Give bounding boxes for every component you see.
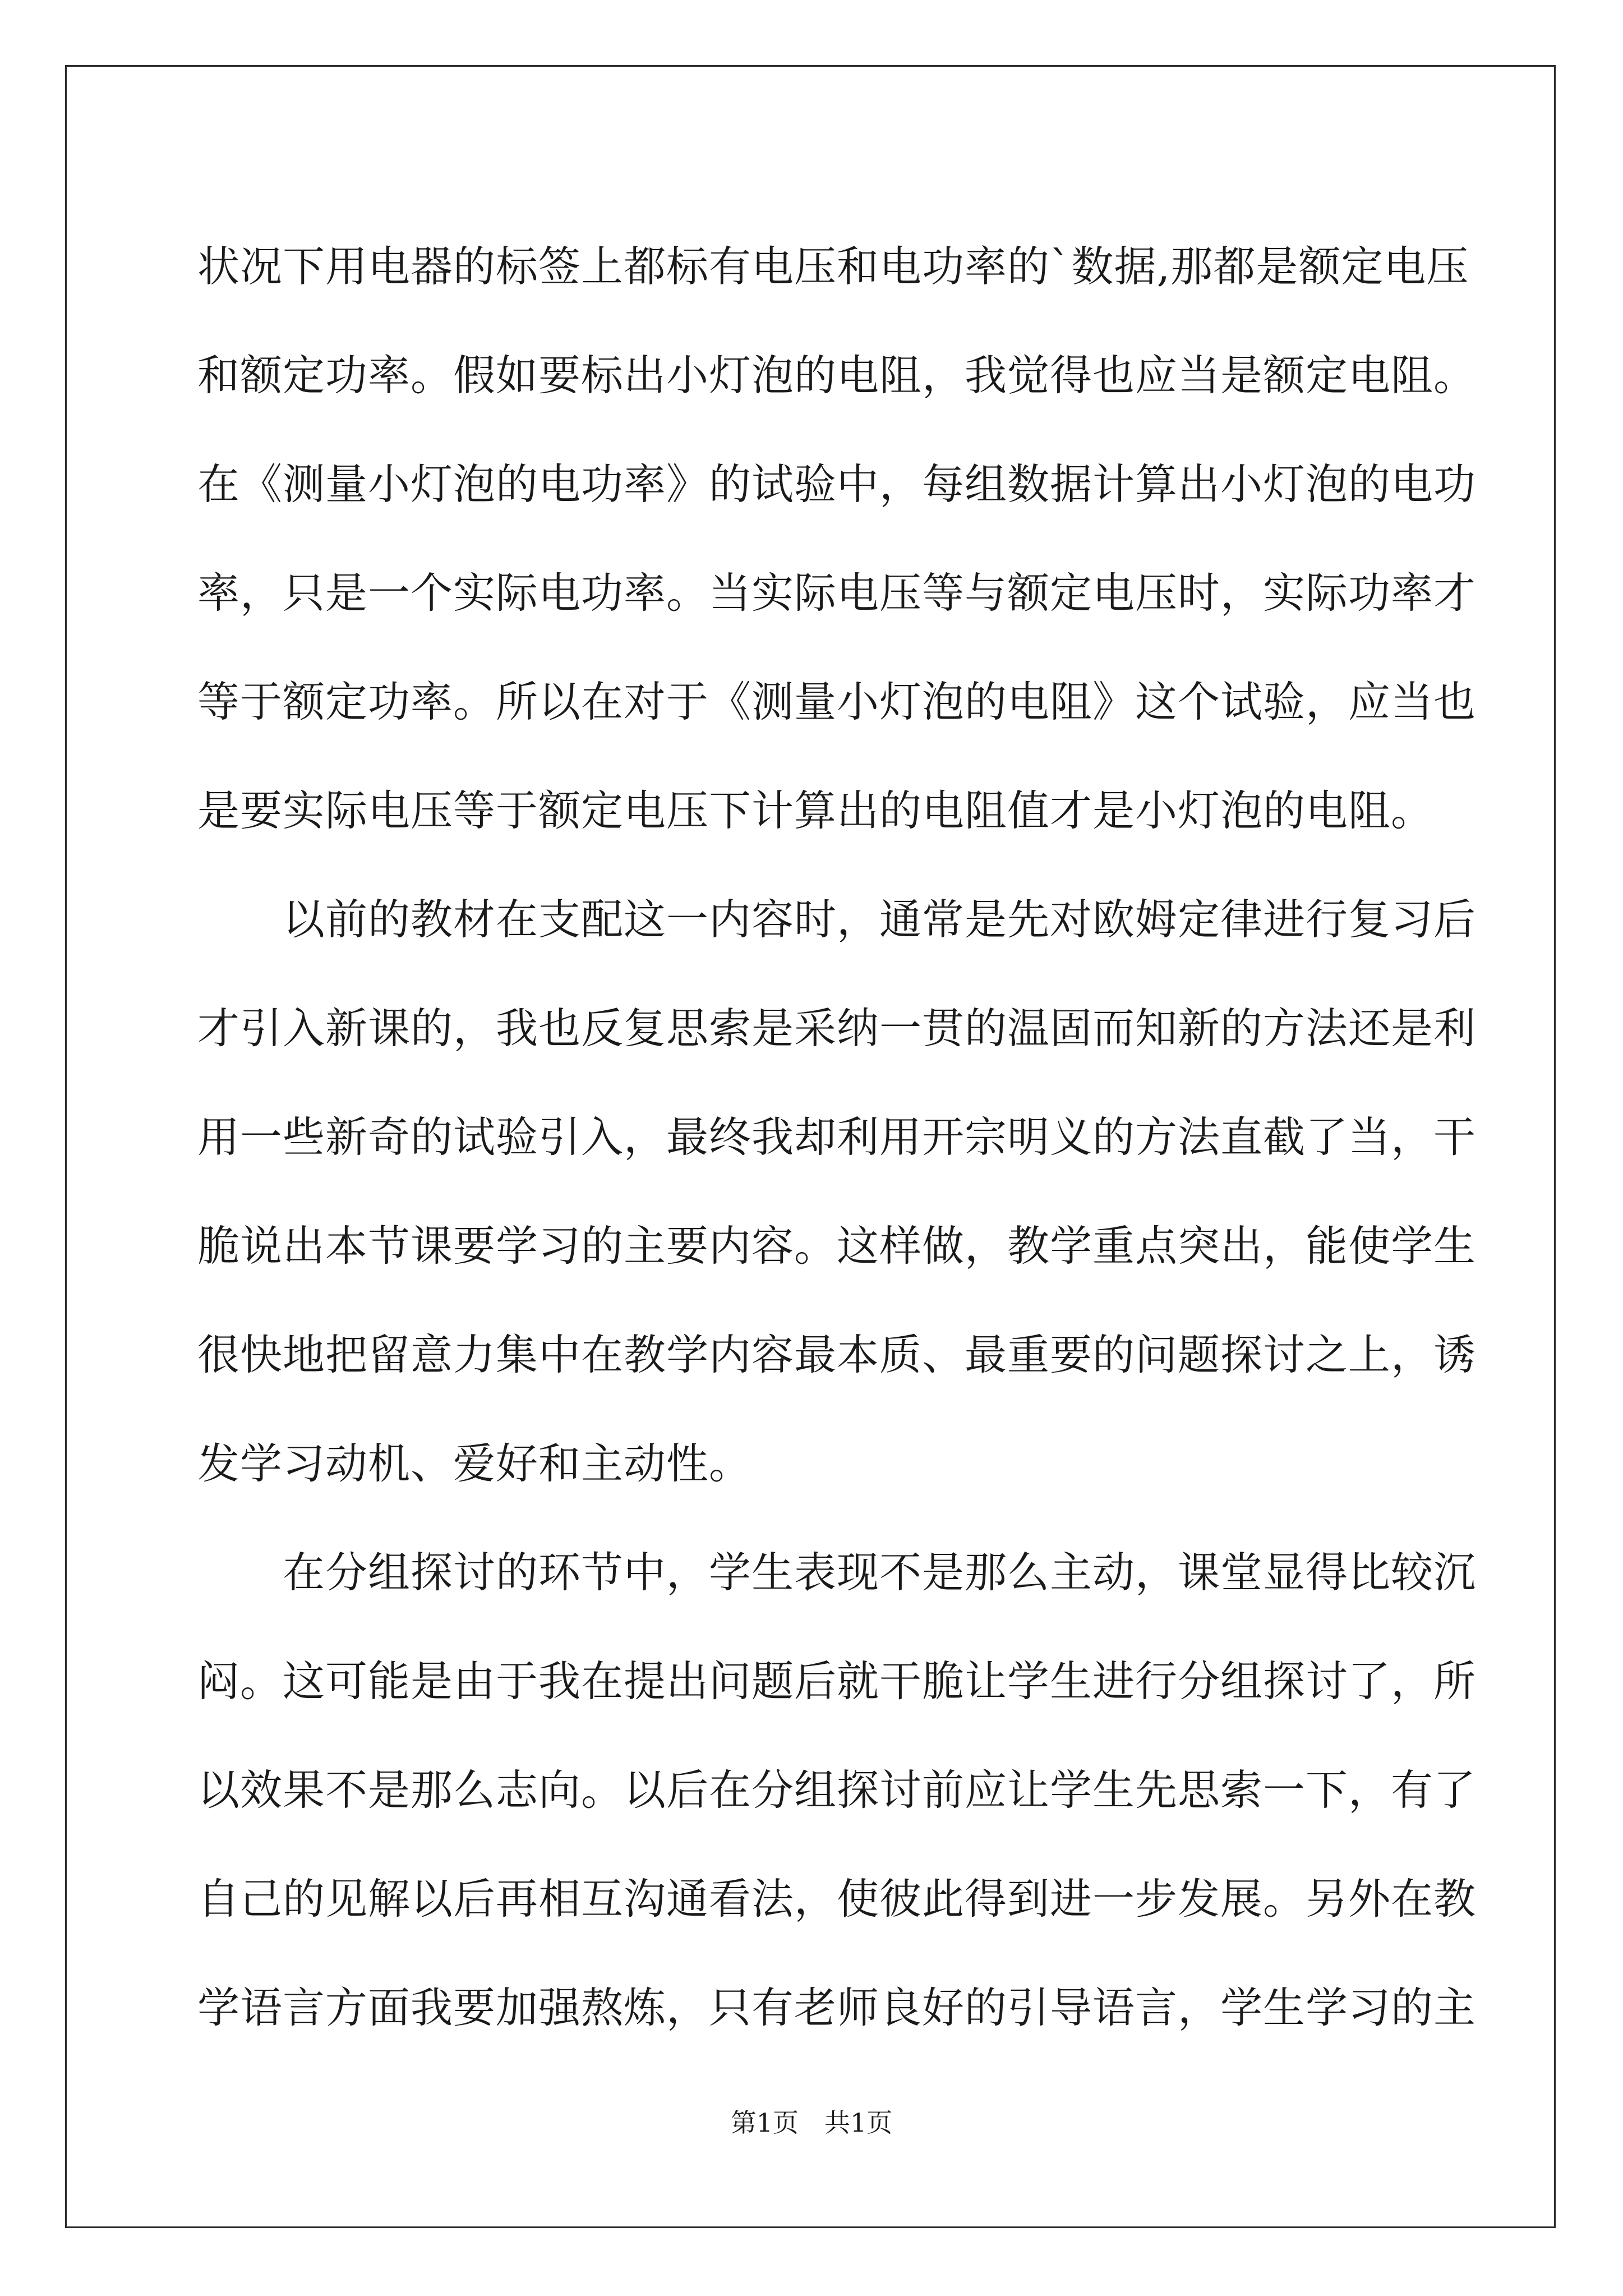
text-line: 很快地把留意力集中在教学内容最本质、最重要的问题探讨之上，诱 <box>197 1330 1477 1379</box>
text-line: 在《测量小灯泡的电功率》的试验中，每组数据计算出小灯泡的电功 <box>197 459 1477 509</box>
text-line: 自己的见解以后再相互沟通看法，使彼此得到进一步发展。另外在教 <box>197 1874 1477 1924</box>
document-body <box>197 212 1477 2062</box>
text-line: 率，只是一个实际电功率。当实际电压等与额定电压时，实际功率才 <box>197 568 1477 618</box>
text-line: 是要实际电压等于额定电压下计算出的电阻值才是小灯泡的电阻。 <box>197 786 1434 835</box>
text-line: 以效果不是那么志向。以后在分组探讨前应让学生先思索一下，有了 <box>197 1765 1477 1815</box>
text-line: 发学习动机、爱好和主动性。 <box>197 1439 752 1488</box>
text-line: 用一些新奇的试验引入，最终我却利用开宗明义的方法直截了当，干 <box>197 1112 1477 1162</box>
text-line: 脆说出本节课要学习的主要内容。这样做，教学重点突出，能使学生 <box>197 1221 1477 1271</box>
text-line: 闷。这可能是由于我在提出问题后就干脆让学生进行分组探讨了，所 <box>197 1657 1477 1706</box>
text-line: 和额定功率。假如要标出小灯泡的电阻，我觉得也应当是额定电阻。 <box>197 351 1477 400</box>
text-line: 在分组探讨的环节中，学生表现不是那么主动，课堂显得比较沉 <box>197 1548 1477 1597</box>
text-line: 等于额定功率。所以在对于《测量小灯泡的电阻》这个试验，应当也 <box>197 677 1477 726</box>
page-number-footer: 第1页 共1页 <box>730 2108 893 2138</box>
text-line: 状况下用电器的标签上都标有电压和电功率的`数据,那都是额定电压 <box>197 242 1469 291</box>
text-line: 才引入新课的，我也反复思索是采纳一贯的温固而知新的方法还是利 <box>197 1004 1477 1053</box>
text-line: 以前的教材在支配这一内容时，通常是先对欧姆定律进行复习后 <box>197 895 1477 944</box>
text-line: 学语言方面我要加强熬炼，只有老师良好的引导语言，学生学习的主 <box>197 1983 1477 2032</box>
